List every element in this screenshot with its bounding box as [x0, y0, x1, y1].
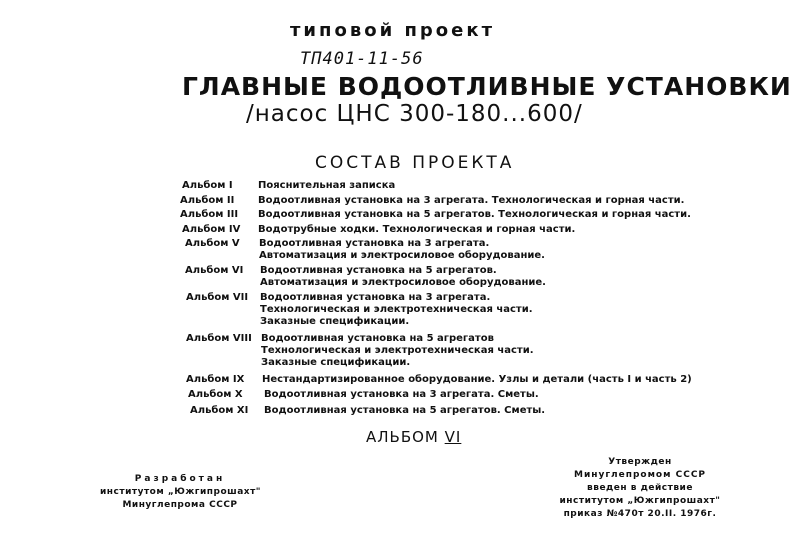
- album-label: Альбом III: [180, 209, 239, 220]
- album-description-line: Водоотливная установка на 5 агрегатов. Технологическая и горная части.: [258, 209, 691, 220]
- approved-line: приказ №470т 20.II. 1976г.: [563, 509, 717, 519]
- album-description-line: Заказные спецификации.: [260, 316, 410, 327]
- album-mark-number: VI: [444, 428, 462, 446]
- album-description-line: Водотрубные ходки. Технологическая и горная части.: [258, 224, 576, 235]
- album-number-mark: [366, 428, 461, 446]
- album-description-line: Водоотливная установка на 3 агрегата.: [260, 292, 491, 303]
- album-label: Альбом V: [185, 238, 240, 249]
- album-description-line: Водоотливная установка на 5 агрегатов.: [260, 265, 497, 276]
- contents-heading: СОСТАВ ПРОЕКТА: [315, 153, 515, 173]
- developed-line: Минуглепрома СССР: [122, 500, 238, 510]
- main-title: ГЛАВНЫЕ ВОДООТЛИВНЫЕ УСТАНОВКИ: [182, 72, 792, 101]
- album-label: Альбом IV: [182, 224, 241, 235]
- album-label: Альбом X: [188, 389, 243, 400]
- album-label: Альбом XI: [190, 405, 249, 416]
- approved-line: Минуглепромом СССР: [573, 470, 707, 480]
- album-description-line: Технологическая и электротехническая части.: [261, 345, 534, 356]
- developed-line: Разработан: [134, 474, 226, 484]
- album-description-line: Автоматизация и электросиловое оборудование.: [259, 250, 545, 261]
- album-description-line: Водоотливная установка на 5 агрегатов. Сметы.: [264, 405, 546, 416]
- album-label: Альбом II: [180, 195, 235, 206]
- album-label: Альбом VII: [186, 292, 249, 303]
- album-description-line: Технологическая и электротехническая части.: [260, 304, 533, 315]
- album-description-line: Пояснительная записка: [258, 180, 396, 191]
- album-description-line: Водоотливная установка на 3 агрегата. Сметы.: [264, 389, 539, 400]
- developed-by-block: [100, 473, 260, 512]
- developed-line: институтом „Южгипрошахт": [100, 487, 261, 497]
- document-type-label: типовой проект: [290, 20, 496, 41]
- album-mark-prefix: АЛЬБОМ: [366, 428, 439, 446]
- approved-line: Утвержден: [608, 457, 672, 467]
- project-code: ТП401-11-56: [300, 49, 424, 69]
- pump-subtitle: /насос ЦНС 300-180...600/: [246, 101, 583, 127]
- approved-line: институтом „Южгипрошахт": [559, 496, 721, 506]
- album-description-line: Нестандартизированное оборудование. Узлы и детали (часть I и часть 2): [262, 374, 692, 385]
- album-label: Альбом VI: [185, 265, 244, 276]
- approved-block: [540, 456, 740, 521]
- album-description-line: Заказные спецификации.: [261, 357, 411, 368]
- album-description-line: Водоотливная установка на 3 агрегата.: [259, 238, 490, 249]
- album-label: Альбом VIII: [186, 333, 252, 344]
- album-description-line: Автоматизация и электросиловое оборудование.: [260, 277, 546, 288]
- album-label: Альбом IX: [186, 374, 245, 385]
- album-label: Альбом I: [182, 180, 233, 191]
- album-description-line: Водоотливная установка на 5 агрегатов: [261, 333, 494, 344]
- album-description-line: Водоотливная установка на 3 агрегата. Технологическая и горная части.: [258, 195, 685, 206]
- approved-line: введен в действие: [587, 483, 693, 493]
